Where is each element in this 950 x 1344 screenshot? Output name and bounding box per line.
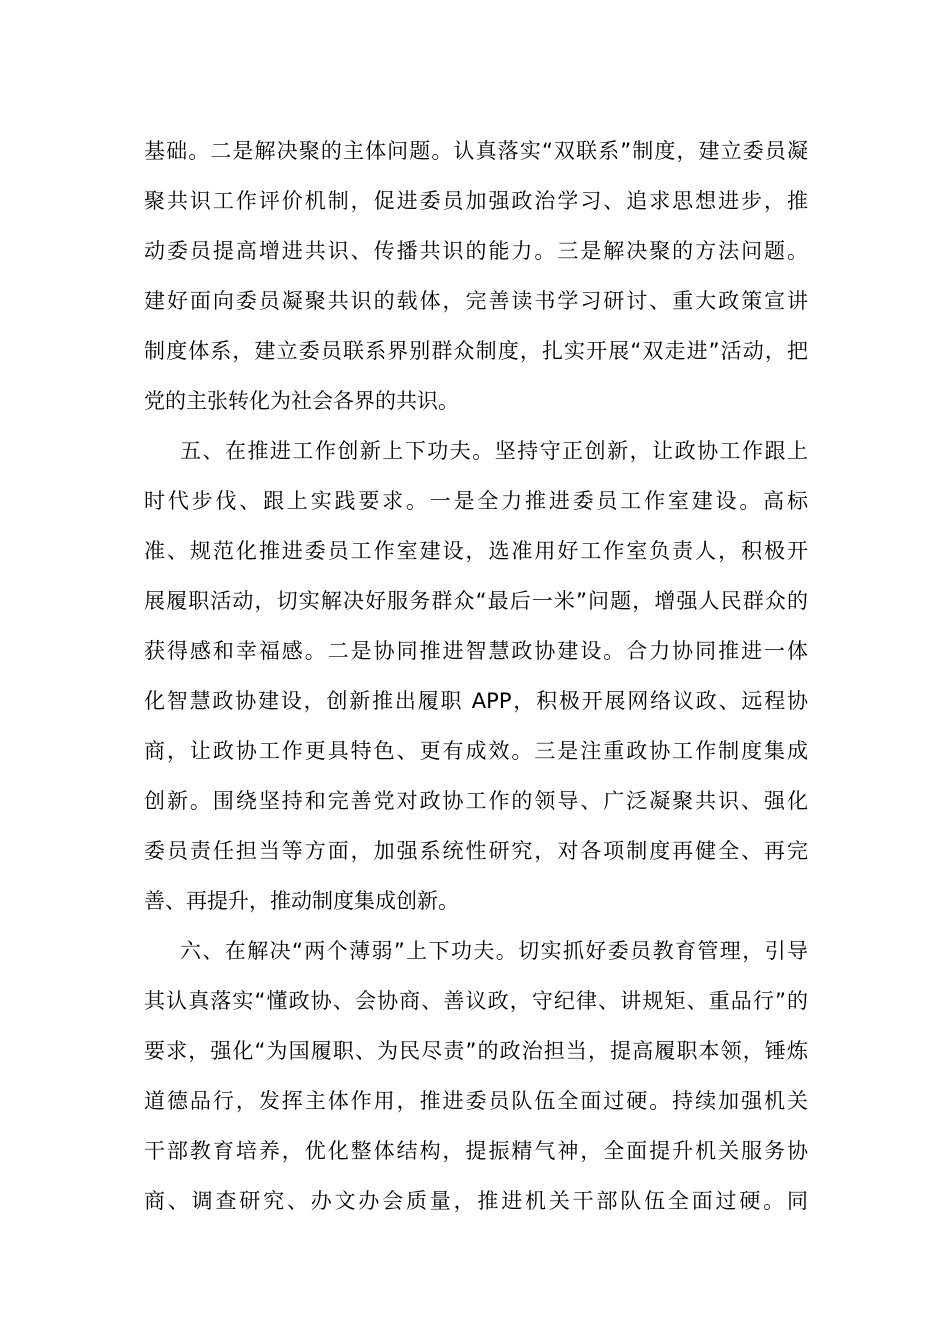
text-line: 建好面向委员凝聚共识的载体，完善读书学习研讨、重大政策宣讲 <box>144 289 808 313</box>
text-line: 化智慧政协建设，创新推出履职 APP，积极开展网络议政、远程协 <box>144 689 808 713</box>
text-line: 干部教育培养，优化整体结构，提振精气神，全面提升机关服务协 <box>144 1139 808 1163</box>
text-line: 其认真落实“懂政协、会协商、善议政，守纪律、讲规矩、重品行”的 <box>144 989 808 1013</box>
text-line: 聚共识工作评价机制，促进委员加强政治学习、追求思想进步，推 <box>144 189 808 213</box>
text-line: 要求，强化“为国履职、为民尽责”的政治担当，提高履职本领，锤炼 <box>144 1039 808 1063</box>
paragraph-2 <box>144 426 808 926</box>
text-line: 时代步伐、跟上实践要求。一是全力推进委员工作室建设。高标 <box>144 489 808 513</box>
text-line: 善、再提升，推动制度集成创新。 <box>144 889 459 913</box>
text-line: 五、在推进工作创新上下功夫。坚持守正创新，让政协工作跟上 <box>180 439 808 463</box>
text-line: 商、调查研究、办文办会质量，推进机关干部队伍全面过硬。同 <box>144 1189 808 1213</box>
text-line: 基础。二是解决聚的主体问题。认真落实“双联系”制度，建立委员凝 <box>144 139 808 163</box>
text-line: 制度体系，建立委员联系界别群众制度，扎实开展“双走进”活动，把 <box>144 339 808 363</box>
text-line: 商，让政协工作更具特色、更有成效。三是注重政协工作制度集成 <box>144 739 808 763</box>
text-line: 准、规范化推进委员工作室建设，选准用好工作室负责人，积极开 <box>144 539 808 563</box>
paragraph-3 <box>144 926 808 1226</box>
paragraph-1 <box>144 126 808 426</box>
text-line: 动委员提高增进共识、传播共识的能力。三是解决聚的方法问题。 <box>144 239 808 263</box>
text-line: 展履职活动，切实解决好服务群众“最后一米”问题，增强人民群众的 <box>144 589 808 613</box>
text-line: 创新。围绕坚持和完善党对政协工作的领导、广泛凝聚共识、强化 <box>144 789 808 813</box>
text-line: 六、在解决“两个薄弱”上下功夫。切实抓好委员教育管理，引导 <box>180 939 808 963</box>
document-body <box>144 126 808 1226</box>
text-line: 获得感和幸福感。二是协同推进智慧政协建设。合力协同推进一体 <box>144 639 808 663</box>
text-line: 党的主张转化为社会各界的共识。 <box>144 389 459 413</box>
text-line: 委员责任担当等方面，加强系统性研究，对各项制度再健全、再完 <box>144 839 808 863</box>
text-line: 道德品行，发挥主体作用，推进委员队伍全面过硬。持续加强机关 <box>144 1089 808 1113</box>
